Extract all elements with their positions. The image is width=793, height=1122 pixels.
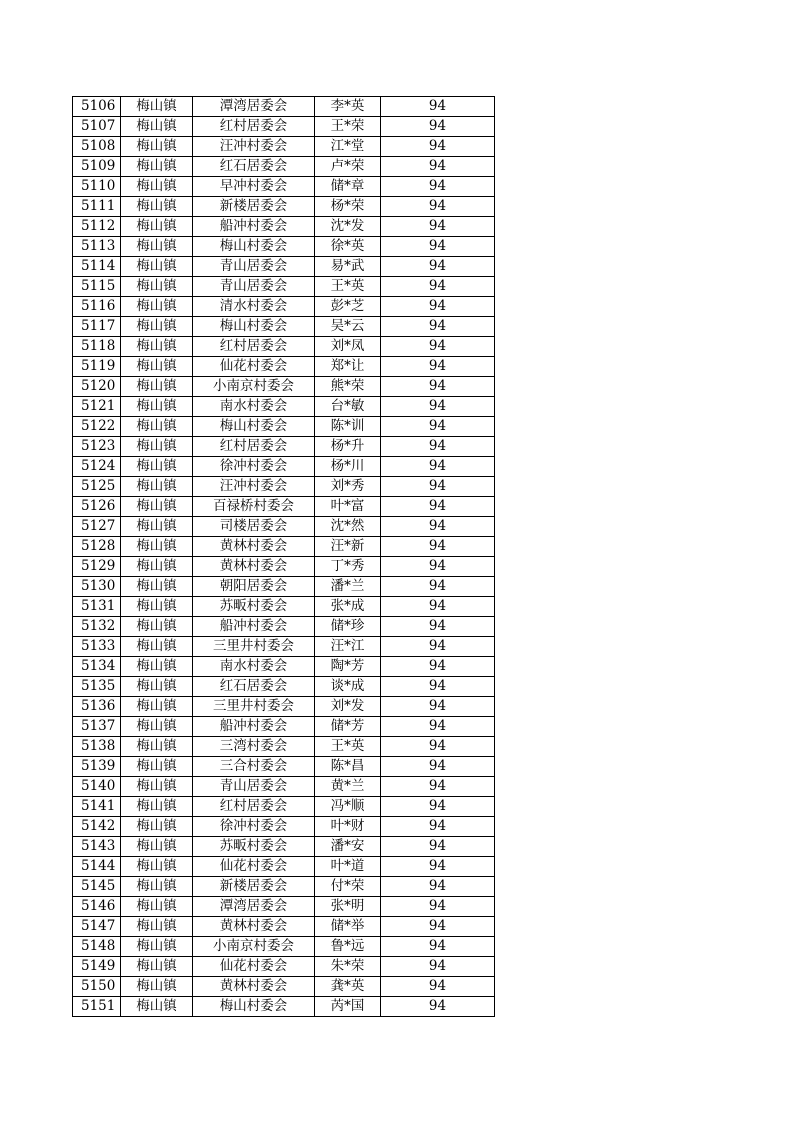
table-row bbox=[73, 757, 495, 777]
cell-record-id: 5127 bbox=[73, 517, 121, 537]
table-row bbox=[73, 557, 495, 577]
cell-score: 94 bbox=[381, 797, 495, 817]
cell-score: 94 bbox=[381, 217, 495, 237]
table-row bbox=[73, 177, 495, 197]
cell-town: 梅山镇 bbox=[121, 297, 193, 317]
cell-person-name: 朱*荣 bbox=[315, 957, 381, 977]
cell-score: 94 bbox=[381, 637, 495, 657]
cell-village-committee: 百禄桥村委会 bbox=[193, 497, 315, 517]
table-row bbox=[73, 897, 495, 917]
cell-person-name: 卢*荣 bbox=[315, 157, 381, 177]
table-row bbox=[73, 357, 495, 377]
cell-town: 梅山镇 bbox=[121, 677, 193, 697]
cell-record-id: 5140 bbox=[73, 777, 121, 797]
cell-record-id: 5131 bbox=[73, 597, 121, 617]
table-row bbox=[73, 977, 495, 997]
cell-person-name: 龚*英 bbox=[315, 977, 381, 997]
cell-town: 梅山镇 bbox=[121, 317, 193, 337]
cell-town: 梅山镇 bbox=[121, 517, 193, 537]
cell-score: 94 bbox=[381, 937, 495, 957]
table-row bbox=[73, 97, 495, 117]
cell-town: 梅山镇 bbox=[121, 217, 193, 237]
table-row bbox=[73, 677, 495, 697]
table-row bbox=[73, 777, 495, 797]
cell-town: 梅山镇 bbox=[121, 417, 193, 437]
cell-score: 94 bbox=[381, 817, 495, 837]
cell-record-id: 5134 bbox=[73, 657, 121, 677]
cell-person-name: 沈*发 bbox=[315, 217, 381, 237]
cell-village-committee: 新楼居委会 bbox=[193, 197, 315, 217]
cell-score: 94 bbox=[381, 477, 495, 497]
cell-village-committee: 三湾村委会 bbox=[193, 737, 315, 757]
cell-town: 梅山镇 bbox=[121, 817, 193, 837]
cell-person-name: 冯*顺 bbox=[315, 797, 381, 817]
cell-record-id: 5130 bbox=[73, 577, 121, 597]
cell-record-id: 5142 bbox=[73, 817, 121, 837]
cell-town: 梅山镇 bbox=[121, 497, 193, 517]
cell-score: 94 bbox=[381, 537, 495, 557]
cell-town: 梅山镇 bbox=[121, 777, 193, 797]
cell-town: 梅山镇 bbox=[121, 97, 193, 117]
cell-record-id: 5128 bbox=[73, 537, 121, 557]
cell-town: 梅山镇 bbox=[121, 437, 193, 457]
cell-record-id: 5150 bbox=[73, 977, 121, 997]
cell-village-committee: 红石居委会 bbox=[193, 677, 315, 697]
cell-town: 梅山镇 bbox=[121, 357, 193, 377]
table-row bbox=[73, 617, 495, 637]
cell-record-id: 5118 bbox=[73, 337, 121, 357]
cell-record-id: 5125 bbox=[73, 477, 121, 497]
cell-score: 94 bbox=[381, 397, 495, 417]
cell-town: 梅山镇 bbox=[121, 557, 193, 577]
records-table-body bbox=[73, 97, 495, 1017]
cell-village-committee: 仙花村委会 bbox=[193, 957, 315, 977]
cell-person-name: 付*荣 bbox=[315, 877, 381, 897]
table-row bbox=[73, 377, 495, 397]
cell-village-committee: 梅山村委会 bbox=[193, 417, 315, 437]
cell-record-id: 5147 bbox=[73, 917, 121, 937]
cell-record-id: 5111 bbox=[73, 197, 121, 217]
cell-village-committee: 苏畈村委会 bbox=[193, 837, 315, 857]
cell-person-name: 李*英 bbox=[315, 97, 381, 117]
cell-score: 94 bbox=[381, 757, 495, 777]
cell-town: 梅山镇 bbox=[121, 457, 193, 477]
cell-village-committee: 三里井村委会 bbox=[193, 697, 315, 717]
cell-score: 94 bbox=[381, 657, 495, 677]
cell-village-committee: 红村居委会 bbox=[193, 797, 315, 817]
cell-record-id: 5133 bbox=[73, 637, 121, 657]
table-row bbox=[73, 917, 495, 937]
cell-score: 94 bbox=[381, 277, 495, 297]
cell-village-committee: 早冲村委会 bbox=[193, 177, 315, 197]
cell-score: 94 bbox=[381, 877, 495, 897]
table-row bbox=[73, 237, 495, 257]
table-row bbox=[73, 837, 495, 857]
cell-score: 94 bbox=[381, 497, 495, 517]
cell-person-name: 易*武 bbox=[315, 257, 381, 277]
cell-village-committee: 黄林村委会 bbox=[193, 977, 315, 997]
cell-village-committee: 船冲村委会 bbox=[193, 217, 315, 237]
cell-town: 梅山镇 bbox=[121, 197, 193, 217]
cell-person-name: 彭*芝 bbox=[315, 297, 381, 317]
cell-person-name: 叶*财 bbox=[315, 817, 381, 837]
cell-record-id: 5148 bbox=[73, 937, 121, 957]
cell-person-name: 谈*成 bbox=[315, 677, 381, 697]
cell-score: 94 bbox=[381, 237, 495, 257]
cell-score: 94 bbox=[381, 697, 495, 717]
cell-village-committee: 梅山村委会 bbox=[193, 997, 315, 1017]
cell-score: 94 bbox=[381, 417, 495, 437]
table-row bbox=[73, 797, 495, 817]
cell-record-id: 5110 bbox=[73, 177, 121, 197]
table-row bbox=[73, 857, 495, 877]
cell-record-id: 5149 bbox=[73, 957, 121, 977]
table-row bbox=[73, 877, 495, 897]
cell-score: 94 bbox=[381, 897, 495, 917]
cell-record-id: 5139 bbox=[73, 757, 121, 777]
cell-town: 梅山镇 bbox=[121, 617, 193, 637]
cell-record-id: 5108 bbox=[73, 137, 121, 157]
cell-person-name: 储*举 bbox=[315, 917, 381, 937]
cell-person-name: 王*英 bbox=[315, 277, 381, 297]
cell-record-id: 5115 bbox=[73, 277, 121, 297]
cell-record-id: 5143 bbox=[73, 837, 121, 857]
cell-town: 梅山镇 bbox=[121, 597, 193, 617]
cell-village-committee: 三合村委会 bbox=[193, 757, 315, 777]
table-row bbox=[73, 937, 495, 957]
cell-person-name: 王*荣 bbox=[315, 117, 381, 137]
cell-town: 梅山镇 bbox=[121, 117, 193, 137]
table-row bbox=[73, 537, 495, 557]
cell-town: 梅山镇 bbox=[121, 917, 193, 937]
cell-person-name: 潘*兰 bbox=[315, 577, 381, 597]
table-row bbox=[73, 337, 495, 357]
cell-village-committee: 南水村委会 bbox=[193, 397, 315, 417]
cell-record-id: 5144 bbox=[73, 857, 121, 877]
cell-score: 94 bbox=[381, 977, 495, 997]
cell-town: 梅山镇 bbox=[121, 637, 193, 657]
table-row bbox=[73, 517, 495, 537]
cell-town: 梅山镇 bbox=[121, 177, 193, 197]
cell-score: 94 bbox=[381, 837, 495, 857]
cell-person-name: 汪*新 bbox=[315, 537, 381, 557]
cell-person-name: 鲁*远 bbox=[315, 937, 381, 957]
cell-person-name: 汪*江 bbox=[315, 637, 381, 657]
cell-person-name: 吴*云 bbox=[315, 317, 381, 337]
cell-person-name: 丁*秀 bbox=[315, 557, 381, 577]
table-row bbox=[73, 717, 495, 737]
cell-person-name: 江*堂 bbox=[315, 137, 381, 157]
cell-town: 梅山镇 bbox=[121, 997, 193, 1017]
cell-town: 梅山镇 bbox=[121, 657, 193, 677]
table-row bbox=[73, 157, 495, 177]
cell-person-name: 台*敏 bbox=[315, 397, 381, 417]
table-row bbox=[73, 577, 495, 597]
cell-person-name: 王*英 bbox=[315, 737, 381, 757]
table-row bbox=[73, 117, 495, 137]
cell-score: 94 bbox=[381, 257, 495, 277]
cell-town: 梅山镇 bbox=[121, 737, 193, 757]
table-row bbox=[73, 257, 495, 277]
cell-village-committee: 潭湾居委会 bbox=[193, 897, 315, 917]
cell-town: 梅山镇 bbox=[121, 757, 193, 777]
cell-record-id: 5129 bbox=[73, 557, 121, 577]
table-row bbox=[73, 217, 495, 237]
cell-village-committee: 汪冲村委会 bbox=[193, 477, 315, 497]
cell-village-committee: 黄林村委会 bbox=[193, 557, 315, 577]
cell-town: 梅山镇 bbox=[121, 697, 193, 717]
cell-town: 梅山镇 bbox=[121, 277, 193, 297]
table-row bbox=[73, 737, 495, 757]
cell-score: 94 bbox=[381, 997, 495, 1017]
cell-record-id: 5114 bbox=[73, 257, 121, 277]
table-row bbox=[73, 657, 495, 677]
cell-town: 梅山镇 bbox=[121, 477, 193, 497]
cell-village-committee: 南水村委会 bbox=[193, 657, 315, 677]
cell-score: 94 bbox=[381, 517, 495, 537]
cell-person-name: 叶*富 bbox=[315, 497, 381, 517]
cell-record-id: 5107 bbox=[73, 117, 121, 137]
cell-person-name: 陶*芳 bbox=[315, 657, 381, 677]
cell-person-name: 潘*安 bbox=[315, 837, 381, 857]
cell-person-name: 郑*让 bbox=[315, 357, 381, 377]
cell-town: 梅山镇 bbox=[121, 857, 193, 877]
table-row bbox=[73, 197, 495, 217]
cell-score: 94 bbox=[381, 197, 495, 217]
cell-record-id: 5123 bbox=[73, 437, 121, 457]
cell-person-name: 张*成 bbox=[315, 597, 381, 617]
cell-person-name: 杨*荣 bbox=[315, 197, 381, 217]
cell-village-committee: 梅山村委会 bbox=[193, 237, 315, 257]
cell-record-id: 5112 bbox=[73, 217, 121, 237]
cell-score: 94 bbox=[381, 457, 495, 477]
cell-person-name: 沈*然 bbox=[315, 517, 381, 537]
cell-record-id: 5117 bbox=[73, 317, 121, 337]
cell-village-committee: 仙花村委会 bbox=[193, 857, 315, 877]
cell-record-id: 5109 bbox=[73, 157, 121, 177]
cell-score: 94 bbox=[381, 337, 495, 357]
cell-village-committee: 新楼居委会 bbox=[193, 877, 315, 897]
cell-record-id: 5132 bbox=[73, 617, 121, 637]
cell-record-id: 5135 bbox=[73, 677, 121, 697]
cell-record-id: 5145 bbox=[73, 877, 121, 897]
cell-score: 94 bbox=[381, 857, 495, 877]
cell-score: 94 bbox=[381, 437, 495, 457]
cell-town: 梅山镇 bbox=[121, 577, 193, 597]
cell-record-id: 5124 bbox=[73, 457, 121, 477]
cell-person-name: 徐*英 bbox=[315, 237, 381, 257]
cell-record-id: 5122 bbox=[73, 417, 121, 437]
cell-score: 94 bbox=[381, 317, 495, 337]
cell-village-committee: 红村居委会 bbox=[193, 437, 315, 457]
cell-record-id: 5113 bbox=[73, 237, 121, 257]
table-row bbox=[73, 957, 495, 977]
table-row bbox=[73, 637, 495, 657]
table-row bbox=[73, 697, 495, 717]
cell-score: 94 bbox=[381, 377, 495, 397]
cell-town: 梅山镇 bbox=[121, 337, 193, 357]
cell-village-committee: 青山居委会 bbox=[193, 277, 315, 297]
cell-person-name: 陈*昌 bbox=[315, 757, 381, 777]
cell-village-committee: 汪冲村委会 bbox=[193, 137, 315, 157]
cell-village-committee: 清水村委会 bbox=[193, 297, 315, 317]
cell-town: 梅山镇 bbox=[121, 537, 193, 557]
table-row bbox=[73, 457, 495, 477]
table-row bbox=[73, 277, 495, 297]
cell-town: 梅山镇 bbox=[121, 397, 193, 417]
table-row bbox=[73, 477, 495, 497]
cell-town: 梅山镇 bbox=[121, 377, 193, 397]
table-row bbox=[73, 317, 495, 337]
cell-score: 94 bbox=[381, 297, 495, 317]
table-row bbox=[73, 297, 495, 317]
cell-person-name: 储*珍 bbox=[315, 617, 381, 637]
cell-village-committee: 青山居委会 bbox=[193, 257, 315, 277]
cell-person-name: 芮*国 bbox=[315, 997, 381, 1017]
table-row bbox=[73, 497, 495, 517]
cell-town: 梅山镇 bbox=[121, 237, 193, 257]
cell-score: 94 bbox=[381, 177, 495, 197]
cell-town: 梅山镇 bbox=[121, 897, 193, 917]
cell-village-committee: 朝阳居委会 bbox=[193, 577, 315, 597]
cell-score: 94 bbox=[381, 157, 495, 177]
cell-person-name: 刘*发 bbox=[315, 697, 381, 717]
cell-village-committee: 仙花村委会 bbox=[193, 357, 315, 377]
cell-score: 94 bbox=[381, 917, 495, 937]
cell-record-id: 5138 bbox=[73, 737, 121, 757]
cell-person-name: 刘*凤 bbox=[315, 337, 381, 357]
cell-village-committee: 红村居委会 bbox=[193, 337, 315, 357]
cell-person-name: 储*章 bbox=[315, 177, 381, 197]
cell-record-id: 5151 bbox=[73, 997, 121, 1017]
cell-record-id: 5126 bbox=[73, 497, 121, 517]
cell-town: 梅山镇 bbox=[121, 837, 193, 857]
cell-record-id: 5137 bbox=[73, 717, 121, 737]
cell-village-committee: 司楼居委会 bbox=[193, 517, 315, 537]
cell-person-name: 储*芳 bbox=[315, 717, 381, 737]
cell-score: 94 bbox=[381, 617, 495, 637]
cell-town: 梅山镇 bbox=[121, 717, 193, 737]
cell-score: 94 bbox=[381, 957, 495, 977]
table-row bbox=[73, 437, 495, 457]
cell-person-name: 刘*秀 bbox=[315, 477, 381, 497]
cell-record-id: 5121 bbox=[73, 397, 121, 417]
cell-record-id: 5119 bbox=[73, 357, 121, 377]
cell-score: 94 bbox=[381, 577, 495, 597]
cell-town: 梅山镇 bbox=[121, 877, 193, 897]
cell-person-name: 熊*荣 bbox=[315, 377, 381, 397]
cell-village-committee: 青山居委会 bbox=[193, 777, 315, 797]
records-table bbox=[72, 96, 495, 1017]
cell-record-id: 5136 bbox=[73, 697, 121, 717]
cell-score: 94 bbox=[381, 777, 495, 797]
cell-village-committee: 小南京村委会 bbox=[193, 937, 315, 957]
table-row bbox=[73, 997, 495, 1017]
cell-village-committee: 黄林村委会 bbox=[193, 917, 315, 937]
cell-village-committee: 徐冲村委会 bbox=[193, 457, 315, 477]
table-row bbox=[73, 397, 495, 417]
cell-village-committee: 潭湾居委会 bbox=[193, 97, 315, 117]
cell-score: 94 bbox=[381, 597, 495, 617]
cell-town: 梅山镇 bbox=[121, 977, 193, 997]
cell-record-id: 5146 bbox=[73, 897, 121, 917]
cell-village-committee: 红村居委会 bbox=[193, 117, 315, 137]
cell-village-committee: 红石居委会 bbox=[193, 157, 315, 177]
cell-person-name: 杨*川 bbox=[315, 457, 381, 477]
cell-score: 94 bbox=[381, 357, 495, 377]
cell-village-committee: 三里井村委会 bbox=[193, 637, 315, 657]
cell-person-name: 陈*训 bbox=[315, 417, 381, 437]
cell-town: 梅山镇 bbox=[121, 957, 193, 977]
cell-village-committee: 梅山村委会 bbox=[193, 317, 315, 337]
cell-person-name: 张*明 bbox=[315, 897, 381, 917]
table-row bbox=[73, 597, 495, 617]
cell-record-id: 5120 bbox=[73, 377, 121, 397]
cell-score: 94 bbox=[381, 97, 495, 117]
cell-town: 梅山镇 bbox=[121, 797, 193, 817]
cell-person-name: 杨*升 bbox=[315, 437, 381, 457]
cell-village-committee: 船冲村委会 bbox=[193, 717, 315, 737]
cell-person-name: 黄*兰 bbox=[315, 777, 381, 797]
table-row bbox=[73, 417, 495, 437]
cell-score: 94 bbox=[381, 557, 495, 577]
cell-record-id: 5116 bbox=[73, 297, 121, 317]
cell-record-id: 5106 bbox=[73, 97, 121, 117]
cell-score: 94 bbox=[381, 137, 495, 157]
cell-person-name: 叶*道 bbox=[315, 857, 381, 877]
cell-town: 梅山镇 bbox=[121, 937, 193, 957]
table-row bbox=[73, 137, 495, 157]
table-row bbox=[73, 817, 495, 837]
cell-town: 梅山镇 bbox=[121, 257, 193, 277]
cell-village-committee: 徐冲村委会 bbox=[193, 817, 315, 837]
cell-record-id: 5141 bbox=[73, 797, 121, 817]
cell-town: 梅山镇 bbox=[121, 157, 193, 177]
cell-score: 94 bbox=[381, 717, 495, 737]
cell-village-committee: 黄林村委会 bbox=[193, 537, 315, 557]
cell-village-committee: 苏畈村委会 bbox=[193, 597, 315, 617]
cell-village-committee: 小南京村委会 bbox=[193, 377, 315, 397]
cell-town: 梅山镇 bbox=[121, 137, 193, 157]
cell-score: 94 bbox=[381, 677, 495, 697]
cell-score: 94 bbox=[381, 117, 495, 137]
cell-score: 94 bbox=[381, 737, 495, 757]
cell-village-committee: 船冲村委会 bbox=[193, 617, 315, 637]
